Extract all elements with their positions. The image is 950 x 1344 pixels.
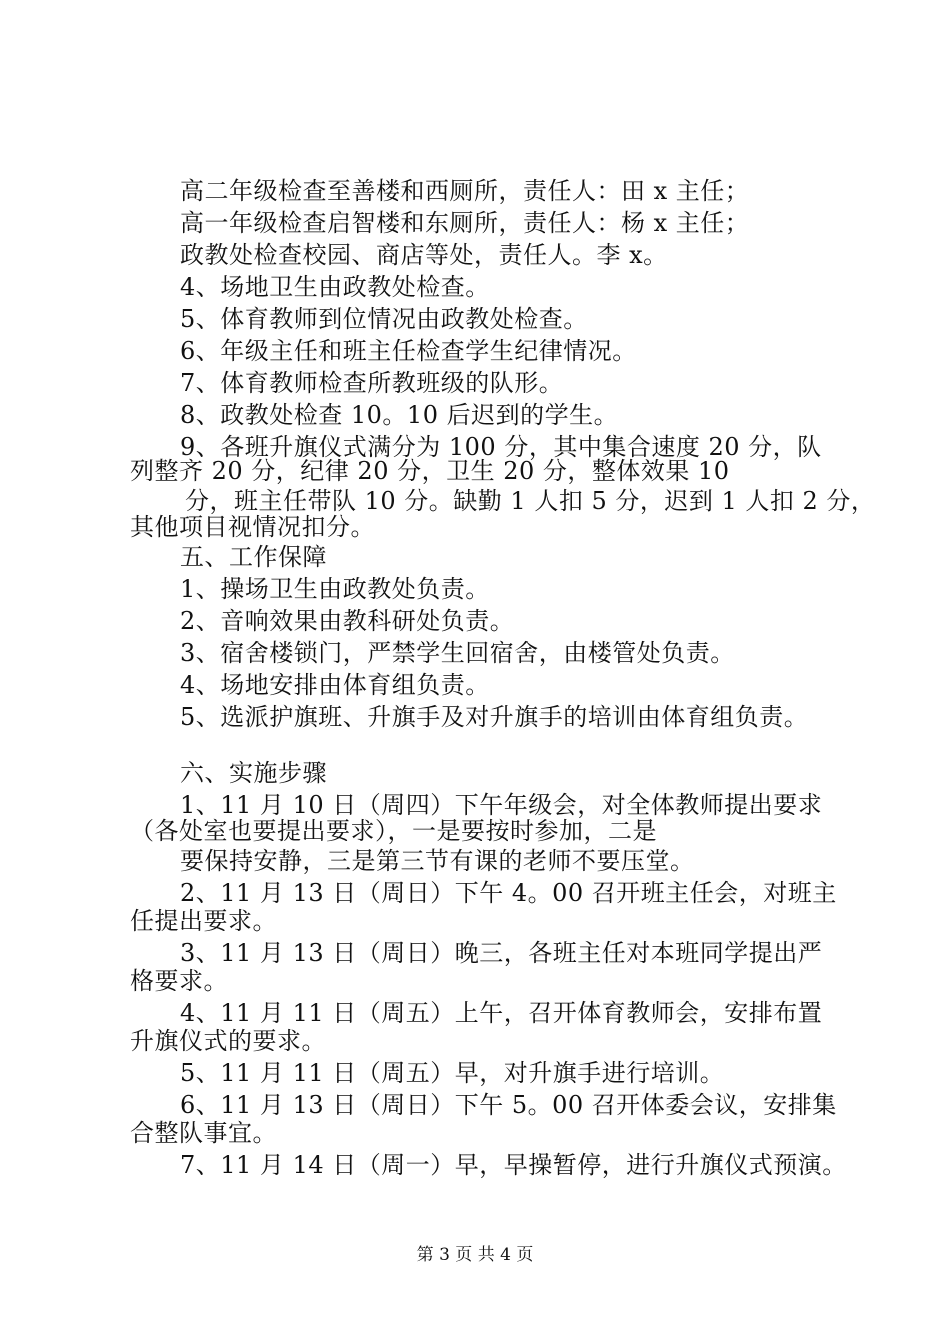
text-line: （各处室也要提出要求），一是要按时参加，二是 [130,817,657,845]
text-line: 任提出要求。 [130,907,277,935]
section-heading: 五、工作保障 [180,543,327,571]
text-line: 3、宿舍楼锁门，严禁学生回宿舍，由楼管处负责。 [180,639,735,667]
text-line: 4、场地安排由体育组负责。 [180,671,490,699]
text-line: 2、11 月 13 日（周日）下午 4。00 召开班主任会，对班主 [180,879,837,907]
text-line: 5、选派护旗班、升旗手及对升旗手的培训由体育组负责。 [180,703,809,731]
text-line: 3、11 月 13 日（周日）晚三，各班主任对本班同学提出严 [180,939,823,967]
text-line: 升旗仪式的要求。 [130,1027,326,1055]
text-line: 8、政教处检查 10。10 后迟到的学生。 [180,401,619,429]
section-heading: 六、实施步骤 [180,759,327,787]
text-line: 5、体育教师到位情况由政教处检查。 [180,305,588,333]
text-line: 要保持安静，三是第三节有课的老师不要压堂。 [180,847,695,875]
text-line: 7、体育教师检查所教班级的队形。 [180,369,564,397]
text-line: 6、11 月 13 日（周日）下午 5。00 召开体委会议，安排集 [180,1091,837,1119]
text-line: 1、11 月 10 日（周四）下午年级会，对全体教师提出要求 [180,791,823,819]
text-line: 格要求。 [130,967,228,995]
text-line: 4、11 月 11 日（周五）上午，召开体育教师会，安排布置 [180,999,823,1027]
text-line: 列整齐 20 分，纪律 20 分，卫生 20 分，整体效果 10 [130,457,730,485]
text-line: 合整队事宜。 [130,1119,277,1147]
text-line: 高一年级检查启智楼和东厕所，责任人：杨 x 主任； [180,209,750,237]
text-line: 其他项目视情况扣分。 [130,513,375,541]
text-line: 9、各班升旗仪式满分为 100 分，其中集合速度 20 分，队 [180,433,822,461]
text-line: 2、音响效果由教科研处负责。 [180,607,515,635]
text-line: 政教处检查校园、商店等处，责任人。李 x。 [180,241,668,269]
text-line: 1、操场卫生由政教处负责。 [180,575,490,603]
text-line: 4、场地卫生由政教处检查。 [180,273,490,301]
text-line: 6、年级主任和班主任检查学生纪律情况。 [180,337,637,365]
page-indicator: 第 3 页 共 4 页 [416,1245,534,1265]
text-line: 分，班主任带队 10 分。缺勤 1 人扣 5 分，迟到 1 人扣 2 分， [185,487,876,515]
text-line: 5、11 月 11 日（周五）早，对升旗手进行培训。 [180,1059,725,1087]
text-line: 7、11 月 14 日（周一）早，早操暂停，进行升旗仪式预演。 [180,1151,847,1179]
text-line: 高二年级检查至善楼和西厕所，责任人：田 x 主任； [180,177,750,205]
